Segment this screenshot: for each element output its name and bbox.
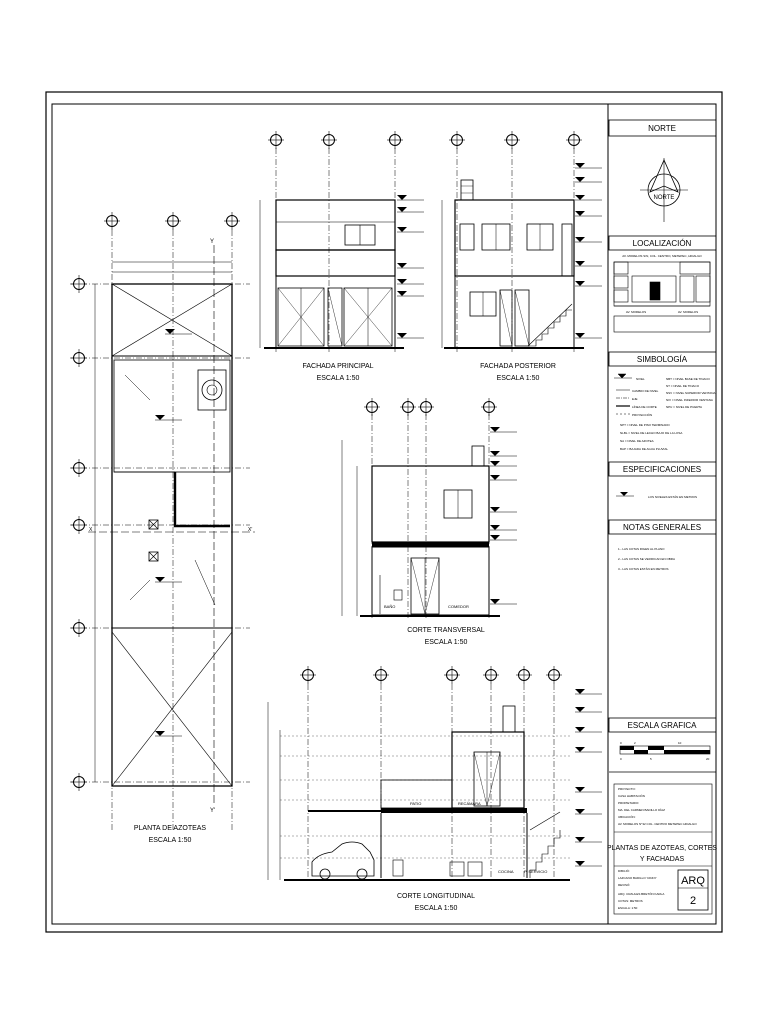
proyecto-line-4: UBICACIÓN: xyxy=(618,815,636,819)
especificaciones-text: LOS NIVELES ESTÁN EN METROS xyxy=(648,495,698,499)
escala-grafica-heading: ESCALA GRAFICA xyxy=(627,721,697,730)
scale-tick-bottom-1: 5 xyxy=(650,757,652,761)
especificaciones-heading: ESPECIFICACIONES xyxy=(622,465,702,474)
location-map xyxy=(614,262,710,332)
proyecto-line-2: PROPIETARIO: xyxy=(618,801,640,805)
simbologia-item-1: CAMBIO DE NIVEL xyxy=(632,389,659,393)
proyecto-line-1: CASA HABITACIÓN xyxy=(618,794,645,798)
scale-tick-top-0: 0 xyxy=(620,741,622,745)
simbologia-item-5: NPT = NIVEL DE PISO TERMINADO xyxy=(620,423,670,427)
legend-symbols xyxy=(614,374,632,414)
graphic-scale-bar xyxy=(620,746,710,754)
room-label-bano: BAÑO xyxy=(384,604,396,609)
svg-text:X': X' xyxy=(248,527,253,533)
front-facade-scale: ESCALA 1:50 xyxy=(316,375,360,382)
loc-street-left: AV. MORELOS xyxy=(625,310,647,314)
outer-frame xyxy=(46,92,722,932)
front-facade xyxy=(260,131,424,382)
norte-heading: NORTE xyxy=(648,124,676,133)
svg-text:X: X xyxy=(89,527,93,533)
rear-facade-scale: ESCALA 1:50 xyxy=(496,375,540,382)
simbologia-right-1: NT = NIVEL DE TINACO xyxy=(666,384,700,388)
svg-text:Y: Y xyxy=(210,239,215,245)
rear-facade xyxy=(442,131,602,382)
loc-street-right: AV. MORELOS xyxy=(677,310,699,314)
notas-heading: NOTAS GENERALES xyxy=(622,523,702,532)
proyecto-line-3: MA. DEL CARMEN BADILLO DÍAZ xyxy=(618,808,665,812)
dibujo-line-1: LAZCANO BADILLO YANNY xyxy=(618,876,657,880)
scale-tick-top-2: 10 xyxy=(678,741,682,745)
cross-section xyxy=(342,398,517,646)
room-label-patio: PATIO xyxy=(410,801,422,806)
simbologia-item-3: LÍNEA DE CORTE xyxy=(632,405,657,409)
scale-tick-bottom-0: 0 xyxy=(620,757,622,761)
simbologia-item-6: NLBL = NIVEL DE LECHO BAJO DE LA LOSA xyxy=(620,431,683,435)
cross-section-scale: ESCALA 1:50 xyxy=(424,639,468,646)
inner-frame xyxy=(52,104,716,924)
dibujo-line-4: COTAS: METROS xyxy=(618,899,643,903)
simbologia-right-3: NIV = NIVEL INFERIOR VENTANA xyxy=(666,398,713,402)
simbologia-item-0: NIVEL xyxy=(636,377,645,381)
longitudinal-section-scale: ESCALA 1:50 xyxy=(414,905,458,912)
proyecto-line-5: AV. MORELOS N°32 COL. CENTRO METEPEC HIDALGO xyxy=(618,822,697,826)
north-arrow-label: NORTE xyxy=(653,195,675,201)
simbologia-heading: SIMBOLOGÍA xyxy=(636,355,688,364)
roof-plan-title: PLANTA DE AZOTEAS xyxy=(133,825,207,832)
north-arrow-icon xyxy=(640,158,688,222)
nota-1: 2.- LAS COTAS SE VERIFICAN EN OBRA xyxy=(618,557,675,561)
svg-text:Y': Y' xyxy=(210,808,216,814)
simbologia-item-2: EJE xyxy=(632,397,638,401)
room-label-cocina: COCINA xyxy=(498,869,514,874)
simbologia-item-4: PROYECCIÓN xyxy=(632,413,653,417)
sheet-number: 2 xyxy=(689,895,697,907)
room-label-servicio: P. SERVICIO xyxy=(524,869,548,874)
scale-tick-top-1: 2 xyxy=(634,741,636,745)
dibujo-line-0: DIBUJÓ: xyxy=(618,869,630,873)
dibujo-line-5: ESCALA: 1:50 xyxy=(618,906,638,910)
proyecto-line-0: PROYECTO: xyxy=(618,787,636,791)
roof-plan xyxy=(70,212,255,844)
title-block xyxy=(607,120,718,914)
dibujo-line-2: REVISÓ: xyxy=(618,883,631,887)
room-label-recamara: RECÁMARA xyxy=(458,801,481,806)
simbologia-item-7: NA = NIVEL DE AZOTEA xyxy=(620,439,654,443)
nota-2: 3.- LAS COTAS ESTÁN EN METROS xyxy=(618,567,669,571)
nota-0: 1.- LAS COTAS RIGEN AL PLANO xyxy=(618,547,665,551)
longitudinal-section-title: CORTE LONGITUDINAL xyxy=(396,893,476,900)
sheet-code: ARQ xyxy=(681,875,705,887)
plano-title-2: Y FACHADAS xyxy=(639,856,685,863)
simbologia-right-4: NPU = NIVEL DE PUERTA xyxy=(666,405,703,409)
front-facade-title: FACHADA PRINCIPAL xyxy=(302,363,374,370)
room-label-comedor: COMEDOR xyxy=(448,604,469,609)
roof-plan-scale: ESCALA 1:50 xyxy=(148,837,192,844)
simbologia-right-0: NBT = NIVEL BASE DE TINACO xyxy=(666,377,710,381)
simbologia-item-8: BAP = BAJADA DE AGUA PLUVIAL xyxy=(620,447,669,451)
scale-tick-bottom-2: 20 xyxy=(706,757,710,761)
cross-section-title: CORTE TRANSVERSAL xyxy=(407,627,485,634)
localizacion-heading: LOCALIZACIÓN xyxy=(632,239,692,248)
plano-title-1: PLANTAS DE AZOTEAS, CORTES xyxy=(606,845,718,852)
dibujo-line-3: ARQ. CRAULES BRETÓN KARLA xyxy=(618,892,665,896)
rear-facade-title: FACHADA POSTERIOR xyxy=(480,363,556,370)
simbologia-right-2: NSV = NIVEL SUPERIOR VENTANA xyxy=(666,391,716,395)
longitudinal-section xyxy=(268,666,602,912)
loc-street-top: AV. MORELOS S/N, COL. CENTRO, METEPEC, HIDALGO xyxy=(622,254,702,258)
